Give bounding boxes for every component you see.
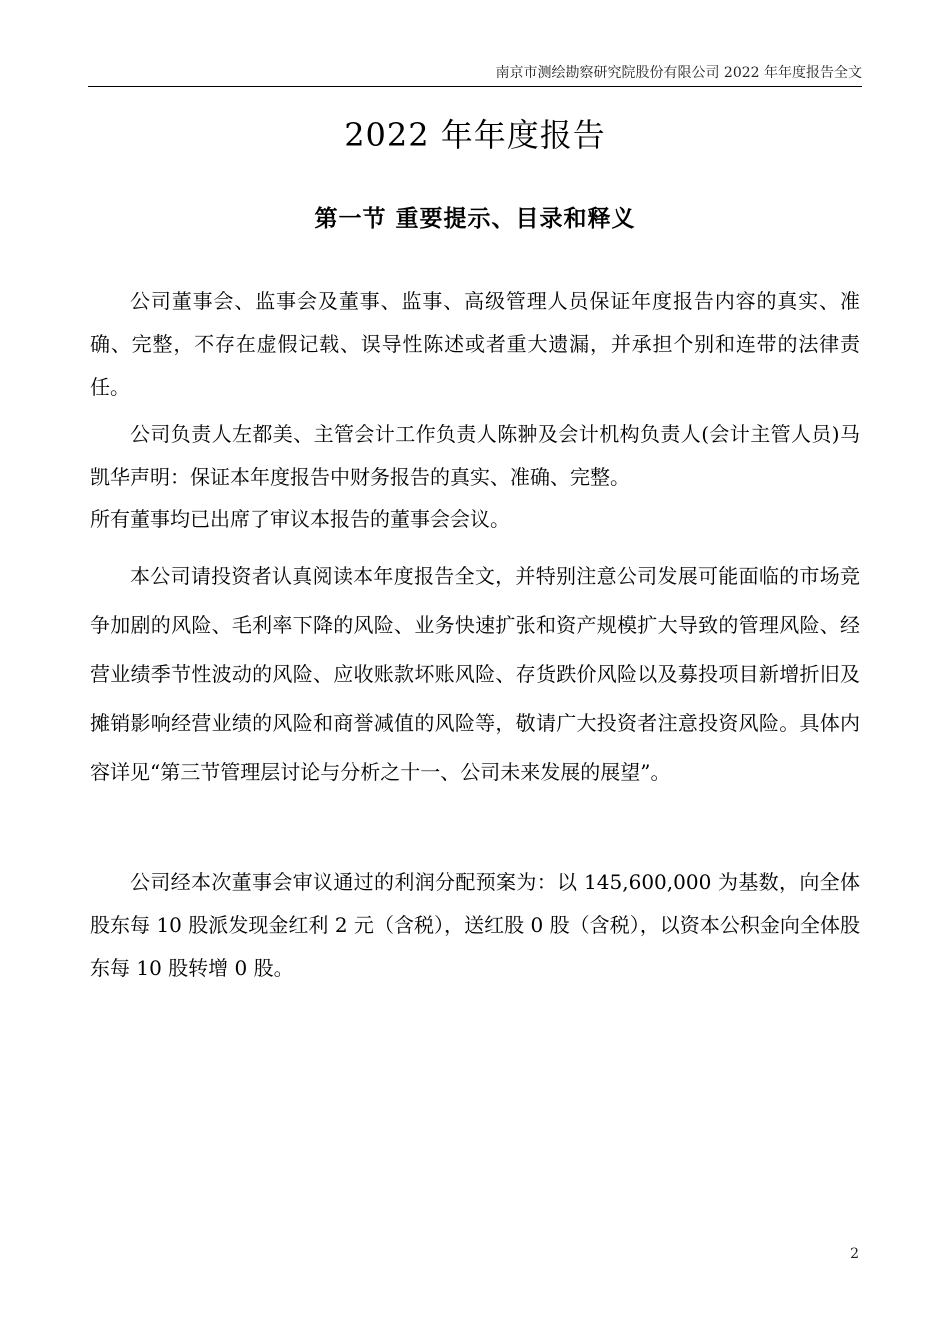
header-divider: [88, 86, 862, 87]
section-title: 第一节 重要提示、目录和释义: [314, 205, 636, 232]
board-attendance-statement: 所有董事均已出席了审议本报告的董事会会议。: [90, 507, 510, 531]
profit-distribution-plan: 公司经本次董事会审议通过的利润分配预案为：以 145,600,000 为基数，向全体股东每 10 股派发现金红利 2 元（含税），送红股 0 股（含税），以资本公积金向全体股东每 10 股转增 0 股。: [90, 870, 860, 980]
page-number: 2: [850, 1246, 859, 1262]
running-header-title: 南京市测绘勘察研究院股份有限公司 2022 年年度报告全文: [495, 65, 862, 81]
responsibility-statement: 公司董事会、监事会及董事、监事、高级管理人员保证年度报告内容的真实、准确、完整，不存在虚假记载、误导性陈述或者重大遗漏，并承担个别和连带的法律责任。: [90, 289, 860, 399]
report-title: 2022 年年度报告: [344, 116, 606, 154]
risk-warning: 本公司请投资者认真阅读本年度报告全文，并特别注意公司发展可能面临的市场竞争加剧的风险、毛利率下降的风险、业务快速扩张和资产规模扩大导致的管理风险、经营业绩季节性波动的风险、应收账款坏账风险、存货跌价风险以及募投项目新增折旧及摊销影响经营业绩的风险和商誉减值的风险等，敬请广大投资者注意投资风险。具体内容详见“第三节管理层讨论与分析之十一、公司未来发展的展望”。: [90, 564, 860, 784]
financial-report-declaration: 公司负责人左都美、主管会计工作负责人陈翀及会计机构负责人(会计主管人员)马凯华声明：保证本年度报告中财务报告的真实、准确、完整。: [90, 422, 860, 489]
